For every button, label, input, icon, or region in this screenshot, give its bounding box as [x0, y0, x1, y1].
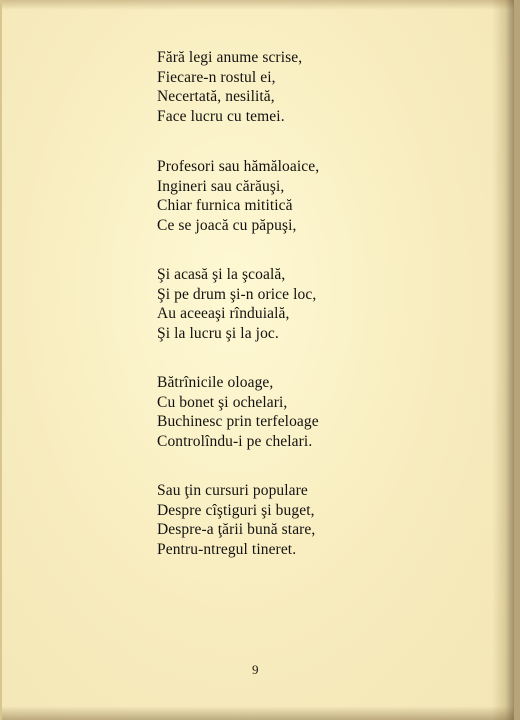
- verse-line: Şi la lucru şi la joc.: [157, 324, 279, 342]
- verse-line: Profesori sau hămăloaice,: [157, 158, 320, 175]
- page-number: 9: [252, 662, 259, 677]
- stanza-3: [157, 265, 316, 343]
- page-shadow-top: [2, 0, 520, 10]
- verse-line: Ce se joacă cu păpuşi,: [157, 216, 297, 234]
- page-shadow-right: [492, 0, 514, 720]
- verse-line: Buchinesc prin terfeloage: [157, 413, 319, 430]
- stanza-2: [157, 157, 319, 235]
- verse-line: Au aceeaşi rînduială,: [157, 305, 290, 322]
- verse-line: Controlîndu-i pe chelari.: [157, 432, 313, 450]
- verse-line: Bătrînicile oloage,: [157, 374, 274, 391]
- stanza-1: [157, 48, 302, 126]
- page-shadow-bottom: [2, 706, 520, 720]
- verse-line: Despre cîştiguri şi buget,: [157, 501, 315, 519]
- verse-line: Necertată, nesilită,: [157, 88, 275, 105]
- stanza-5: [157, 481, 315, 559]
- verse-line: Şi acasă şi la şcoală,: [157, 266, 286, 283]
- verse-line: Pentru-ntregul tineret.: [157, 540, 297, 558]
- verse-line: Cu bonet şi ochelari,: [157, 393, 288, 411]
- verse-line: Fără legi anume scrise,: [157, 49, 303, 66]
- verse-line: Chiar furnica mititică: [157, 197, 293, 214]
- verse-line: Fiecare-n rostul ei,: [157, 68, 276, 86]
- verse-line: Face lucru cu temei.: [157, 107, 285, 125]
- verse-line: Sau ţin cursuri populare: [157, 482, 308, 499]
- verse-line: Despre-a ţării bună stare,: [157, 521, 316, 538]
- verse-line: Şi pe drum şi-n orice loc,: [157, 285, 317, 303]
- verse-line: Ingineri sau cărăuşi,: [157, 177, 285, 195]
- stanza-4: [157, 373, 319, 451]
